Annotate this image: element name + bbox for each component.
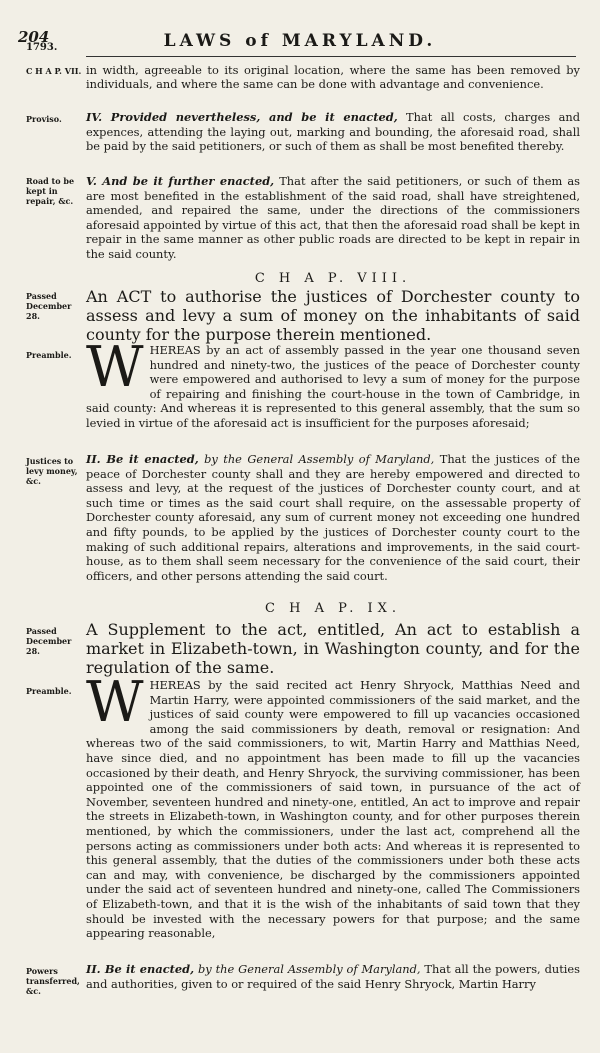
road-paragraph [86,174,580,262]
section-ii-viii-lead: II. Be it enacted, [86,452,199,466]
section-ii-ix-body: That all the powers, duties and authorities, given to or required of the said Henry Shryock, Martin Harry [86,962,581,991]
margin-note-proviso: Proviso. [26,114,62,124]
drop-cap-viii: W [86,335,144,400]
continuation-paragraph: in width, agreeable to its original location, where the same has been removed by individuals, and where the same can be done with advantage and convenience. [86,63,580,91]
act-title-viii: An ACT to authorise the justices of Dorchester county to assess and levy a sum of money on the inhabitants of said county for the purpose therein mentioned. [86,287,580,344]
preamble-viii [86,335,580,431]
margin-note-preamble-ix: Preamble. [26,686,72,696]
page-number: 204 [18,28,50,46]
header-rule [86,56,576,57]
preamble-ix [86,670,580,941]
road-lead: V. And be it further enacted, [86,174,275,188]
chapter-heading-viii: C H A P. VIII. [254,271,412,286]
chapter-heading-ix: C H A P. IX. [265,601,401,616]
margin-note-preamble-viii: Preamble. [26,350,72,360]
section-ii-viii-body: That the justices of the peace of Dorchester county shall and they are hereby empowered and directed to assess and levy, at the request of the justices of Dorchester county court, and at such time or times as the said court shall require, on the assessable property of Dorchester county aforesaid, any sum of current money not exceeding one hundred and fifty pounds, to be applied by the justices of Dorchester county court to the making of such additional repairs, alterations and improvements, in the said court-house, as to them shall seem necessary for the convenience of the said court, their officers, and other persons attending the said court. [86,452,580,583]
margin-note-chap7: C H A P. VII. [26,66,82,76]
preamble-viii-body: HEREAS by an act of assembly passed in the year one thousand seven hundred and ninety-two, the justices of the peace of Dorchester county were empowered and authorised to levy a sum of money for the purpose of repairing and finishing the court-house in the town of Cambridge, in said county: And whereas it is represented to this general assembly, that the sum so levied in virtue of the aforesaid act is insufficient for the purposes aforesaid; [86,343,580,430]
running-title: LAWS of MARYLAND. [163,31,437,51]
section-ii-ix-lead: II. Be it enacted, [86,962,195,976]
section-ii-ix [86,962,580,991]
section-ii-viii [86,452,580,583]
section-ii-ix-italic: by the General Assembly of Maryland, [194,962,421,976]
margin-note-powers: Powers transferred, &c. [26,966,80,996]
road-body: That after the said petitioners, or such of them as are most benefited in the establishment of the said road, shall have streightened, amended, and repaired the same, under the directions of the commissioners aforesaid appointed by virtue of this act, that then the aforesaid road shall be kept in repair in the same manner as other public roads are directed to be kept in repair in the said county. [86,174,580,261]
margin-note-passed-ix: Passed December 28. [26,626,72,656]
margin-note-passed-viii: Passed December 28. [26,291,72,321]
act-title-ix: A Supplement to the act, entitled, An act to establish a market in Elizabeth-town, in Washington county, and for the regulation of the same. [86,620,580,677]
margin-note-road: Road to be kept in repair, &c. [26,176,75,206]
proviso-body: That all costs, charges and expences, attending the laying out, marking and bounding, the aforesaid road, shall be paid by the said petitioners, or such of them as shall be most benefited thereby. [86,110,580,154]
proviso-lead: IV. Provided nevertheless, and be it enacted, [86,110,398,124]
header-year: 1793. [26,42,58,53]
margin-note-justices: Justices to levy money, &c. [26,456,78,486]
preamble-ix-body: HEREAS by the said recited act Henry Shryock, Matthias Need and Martin Harry, were appointed commissioners of the said market, and the justices of said county were empowered to fill up vacancies occasioned among the said commissioners by death, removal or resignation: And whereas two of the said commissioners, to wit, Martin Harry and Matthias Need, have since died, and no appointment has been made to fill up the vacancies occasioned by their death, and Henry Shryock, the surviving commissioner, has been appointed one of the commissioners of said town, in pursuance of the act of November, seventeen hundred and ninety-one, entitled, An act to improve and repair the streets in Elizabeth-town, in Washington county, and for other purposes therein mentioned, by which the commissioners, under the last act, comprehend all the persons acting as commissioners under both acts: And whereas it is represented to this general assembly, that the duties of the commissioners under both these acts can and may, with convenience, be discharged by the commissioners appointed under the said act of seventeen hundred and ninety-one, called The Commissioners of Elizabeth-town, and that it is the wish of the inhabitants of said town that they should be invested with the necessary powers for that purpose; and the same appearing reasonable, [86,678,580,941]
proviso-paragraph [86,110,580,154]
drop-cap-ix: W [86,670,144,735]
section-ii-viii-italic: by the General Assembly of Maryland, [198,452,435,466]
page-header [0,28,600,52]
